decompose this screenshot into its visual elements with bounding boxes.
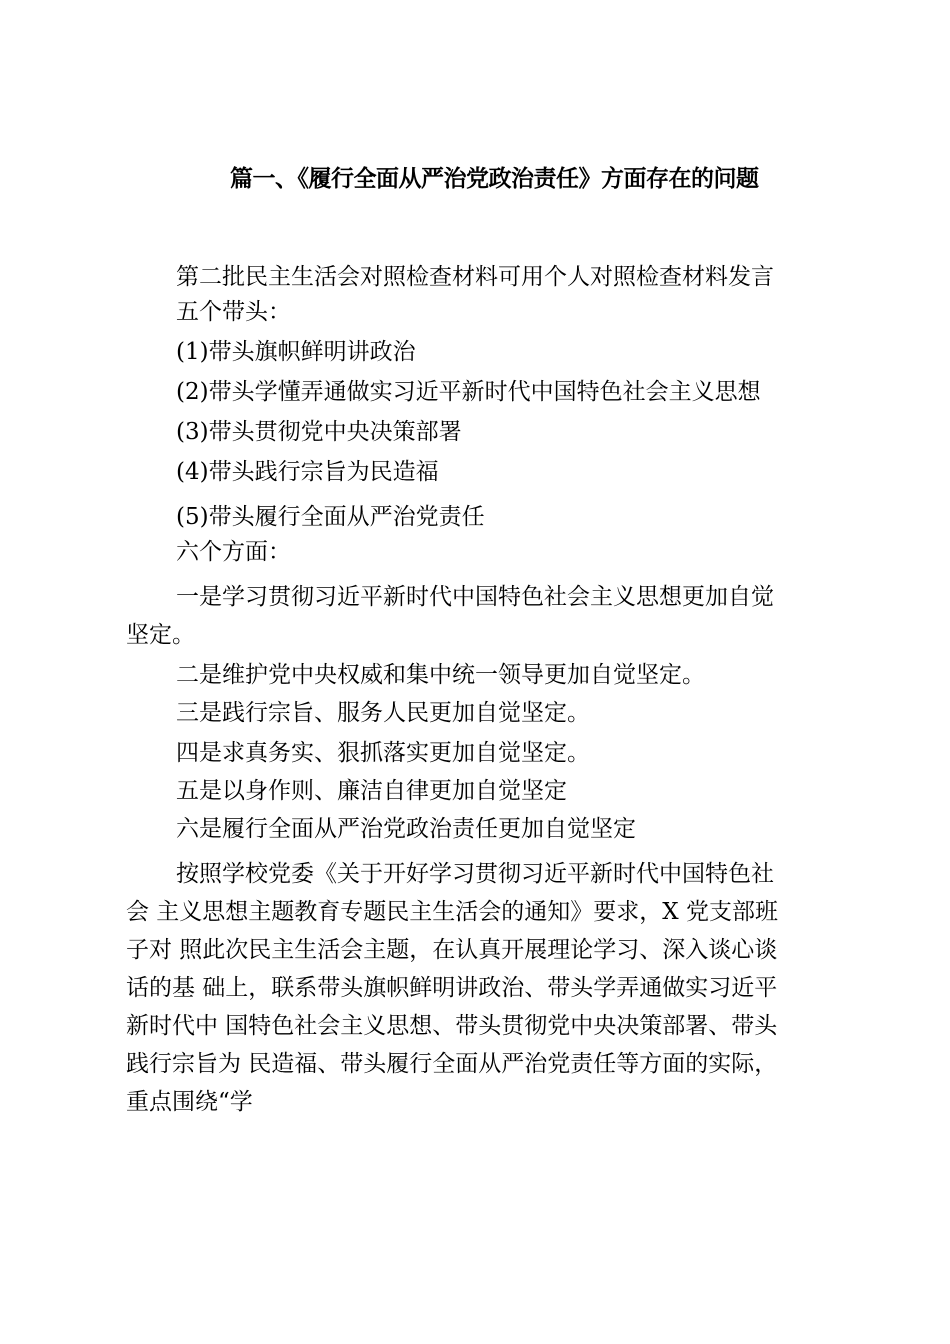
paragraph-line: 新时代中 国特色社会主义思想、带头贯彻党中央决策部署、带头 — [126, 1013, 778, 1039]
paragraph-line: 会 主义思想主题教育专题民主生活会的通知》要求，X 党支部班 — [126, 899, 778, 925]
six-item: 六是履行全面从严治党政治责任更加自觉坚定 — [176, 816, 636, 842]
intro-line: 第二批民主生活会对照检查材料可用个人对照检查材料发言 — [176, 264, 774, 290]
six-item: 一是学习贯彻习近平新时代中国特色社会主义思想更加自觉 — [176, 584, 774, 610]
paragraph-line: 践行宗旨为 民造福、带头履行全面从严治党责任等方面的实际， — [126, 1051, 778, 1077]
six-item: 五是以身作则、廉洁自律更加自觉坚定 — [176, 778, 567, 804]
six-item: 四是求真务实、狠抓落实更加自觉坚定。 — [176, 740, 590, 766]
five-item: (4)带头践行宗旨为民造福 — [176, 459, 439, 485]
five-item: (5)带头履行全面从严治党责任 — [176, 504, 485, 530]
six-item-continuation: 坚定。 — [126, 622, 195, 648]
five-item: (1)带头旗帜鲜明讲政治 — [176, 339, 416, 365]
paragraph-line: 重点围绕“学 — [126, 1089, 253, 1115]
six-item: 三是践行宗旨、服务人民更加自觉坚定。 — [176, 700, 590, 726]
paragraph-line: 子对 照此次民主生活会主题，在认真开展理论学习、深入谈心谈 — [126, 937, 778, 963]
six-item: 二是维护党中央权威和集中统一领导更加自觉坚定。 — [176, 662, 705, 688]
five-heading: 五个带头： — [176, 299, 291, 325]
six-heading: 六个方面： — [176, 539, 291, 565]
five-item: (3)带头贯彻党中央决策部署 — [176, 419, 462, 445]
five-item: (2)带头学懂弄通做实习近平新时代中国特色社会主义思想 — [176, 379, 761, 405]
document-title: 篇一、《履行全面从严治党政治责任》方面存在的问题 — [230, 166, 759, 192]
paragraph-line: 话的基 础上，联系带头旗帜鲜明讲政治、带头学弄通做实习近平 — [126, 975, 778, 1001]
paragraph-line: 按照学校党委《关于开好学习贯彻习近平新时代中国特色社 — [176, 861, 774, 887]
